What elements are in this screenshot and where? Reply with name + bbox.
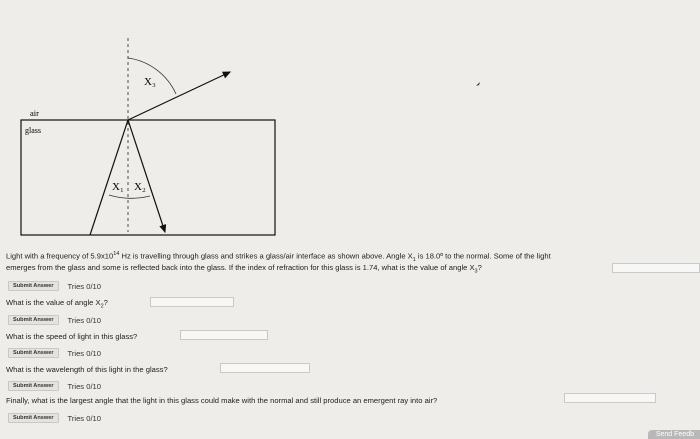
submit-answer-1-button[interactable]: Submit Answer bbox=[8, 281, 59, 291]
cursor-mark bbox=[476, 82, 480, 86]
answer-2-input[interactable] bbox=[150, 297, 234, 307]
question-3-text: What is the speed of light in this glass? bbox=[6, 332, 138, 341]
question-1-text: Light with a frequency of $5.9x10^{14}$ Hz is travelling through glass and strikes a glass/air interface as shown above. Angle $X_1$ is 18.0º to the normal. Some of the light bbox=[6, 251, 551, 264]
angle-arc-x1-x2 bbox=[109, 195, 150, 198]
submit-answer-5-button[interactable]: Submit Answer bbox=[8, 413, 59, 423]
question-5-actions bbox=[8, 412, 101, 424]
tries-5: Tries 0/10 bbox=[67, 413, 101, 423]
tries-2: Tries 0/10 bbox=[67, 315, 101, 325]
send-feedback-button[interactable] bbox=[648, 430, 700, 439]
glass-block bbox=[21, 120, 275, 235]
submit-answer-4-button[interactable]: Submit Answer bbox=[8, 381, 59, 391]
tries-3: Tries 0/10 bbox=[67, 348, 101, 358]
tries-1: Tries 0/10 bbox=[67, 281, 101, 291]
send-feedback-label: Send Feedb bbox=[655, 431, 694, 438]
label-glass: glass bbox=[25, 126, 41, 135]
question-2-actions bbox=[8, 314, 101, 326]
question-3-actions bbox=[8, 347, 101, 359]
answer-4-input[interactable] bbox=[220, 363, 310, 373]
incident-ray bbox=[90, 120, 128, 235]
label-x3: X₃ bbox=[144, 76, 156, 88]
answer-1-input[interactable] bbox=[612, 263, 700, 273]
question-2-text: What is the value of angle $X_2$? bbox=[6, 298, 108, 310]
question-1-actions bbox=[8, 280, 101, 292]
question-5-text: Finally, what is the largest angle that the light in this glass could make with the normal and still produce an emergent ray into air? bbox=[6, 396, 438, 405]
submit-answer-2-button[interactable]: Submit Answer bbox=[8, 315, 59, 325]
reflected-ray bbox=[128, 120, 165, 232]
answer-5-input[interactable] bbox=[564, 393, 656, 403]
question-4-actions bbox=[8, 380, 101, 392]
answer-3-input[interactable] bbox=[180, 330, 268, 340]
label-air: air bbox=[30, 108, 39, 118]
submit-answer-3-button[interactable]: Submit Answer bbox=[8, 348, 59, 358]
question-1-text-line2: emerges from the glass and some is reflected back into the glass. If the index of refraction for this glass is 1.74, what is the value of angle $X_3$? bbox=[6, 263, 482, 275]
tries-4: Tries 0/10 bbox=[67, 381, 101, 391]
label-x2: X₂ bbox=[134, 181, 146, 193]
label-x1: X₁ bbox=[112, 181, 124, 193]
question-4-text: What is the wavelength of this light in the glass? bbox=[6, 365, 168, 374]
